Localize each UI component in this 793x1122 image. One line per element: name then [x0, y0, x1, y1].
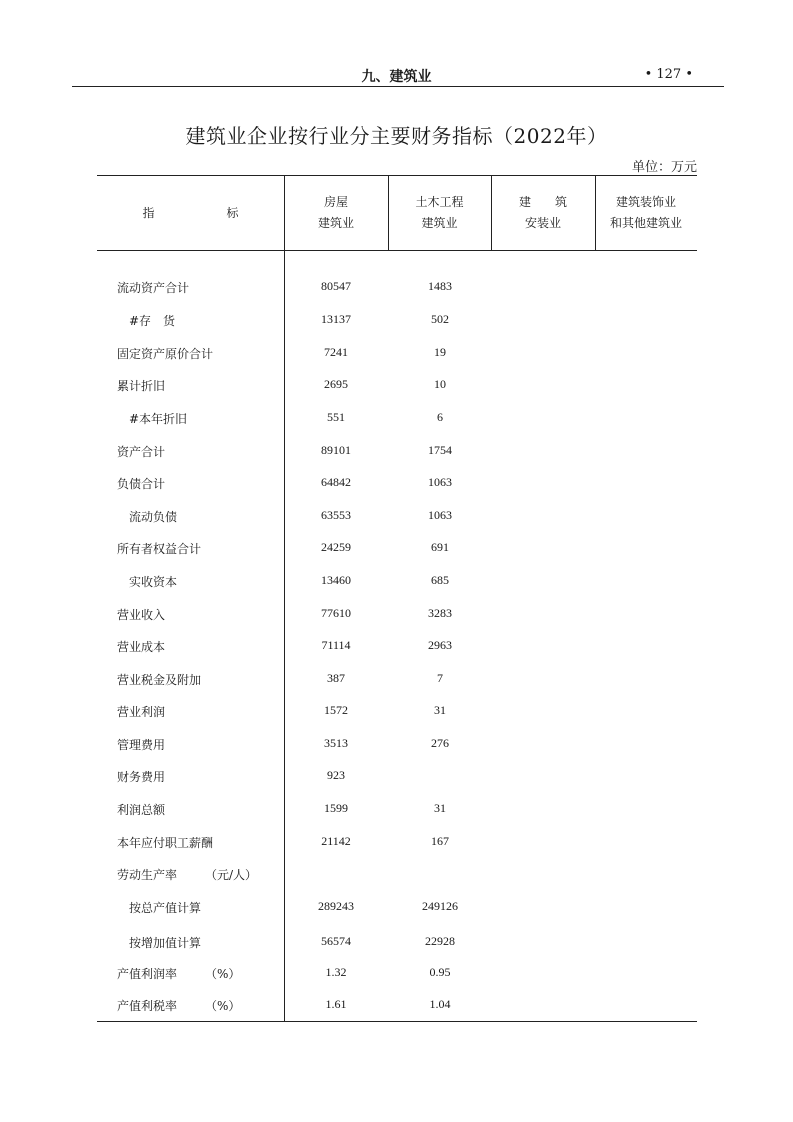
table-cell: 276: [431, 736, 449, 750]
table-cell: 1063: [428, 508, 452, 522]
row-label: 本年应付职工薪酬: [117, 836, 214, 850]
table-row: [97, 312, 697, 332]
table-cell: 2963: [428, 638, 452, 652]
column-header-line: 建筑业: [317, 216, 354, 230]
table-row: [97, 443, 697, 463]
table-cell: 56574: [321, 934, 351, 948]
table-cell: 64842: [321, 475, 351, 489]
row-label: 财务费用: [117, 770, 166, 784]
table-row: [97, 866, 697, 886]
column-header-indicator: [97, 203, 284, 247]
table-cell: 31: [434, 703, 446, 717]
row-label: 按总产值计算: [129, 901, 202, 915]
table-cell: 1063: [428, 475, 452, 489]
column-header-line: 土木工程: [415, 195, 464, 209]
table-row: [97, 801, 697, 821]
column-header-line: 建 筑: [518, 195, 567, 209]
table-row: [97, 965, 697, 985]
table-cell: 7241: [324, 345, 348, 359]
table-row: [97, 899, 697, 919]
column-header-housing: [284, 192, 388, 236]
table-cell: 89101: [321, 443, 351, 457]
section-header-title: 九、建筑业: [361, 69, 432, 85]
table-row: [97, 736, 697, 756]
row-label: 营业收入: [117, 608, 166, 622]
financial-indicators-table: [97, 175, 697, 1022]
table-cell: 289243: [318, 899, 354, 913]
row-label: #存 货: [129, 314, 176, 328]
table-cell: 19: [434, 345, 446, 359]
table-cell: 923: [327, 768, 345, 782]
row-label: 实收资本: [129, 575, 178, 589]
table-title: 建筑业企业按行业分主要财务指标（2022年）: [185, 124, 608, 148]
table-row: [97, 279, 697, 299]
row-label: 固定资产原价合计: [117, 347, 214, 361]
column-header-line: 建筑装饰业: [615, 195, 676, 209]
table-row: [97, 834, 697, 854]
table-cell: 31: [434, 801, 446, 815]
row-label: 营业成本: [117, 640, 166, 654]
table-cell: 1572: [324, 703, 348, 717]
table-cell: 1.32: [325, 965, 347, 979]
column-header-line: 建筑业: [421, 216, 458, 230]
table-cell: 502: [431, 312, 449, 326]
table-row: [97, 638, 697, 658]
table-cell: 80547: [321, 279, 351, 293]
table-row: [97, 540, 697, 560]
table-row: [97, 997, 697, 1017]
table-cell: 7: [437, 671, 443, 685]
row-label: 按增加值计算: [129, 936, 202, 950]
column-divider: [284, 176, 285, 1021]
unit-label: 单位：万元: [631, 160, 697, 175]
table-cell: 387: [327, 671, 345, 685]
column-header-line: 房屋: [323, 195, 348, 209]
table-cell: 6: [437, 410, 443, 424]
table-cell: 22928: [425, 934, 455, 948]
table-cell: 63553: [321, 508, 351, 522]
table-row: [97, 475, 697, 495]
row-label: 所有者权益合计: [117, 542, 202, 556]
row-label: 营业税金及附加: [117, 673, 202, 687]
row-label: 利润总额: [117, 803, 166, 817]
row-label: 流动负债: [129, 510, 178, 524]
row-label: 管理费用: [117, 738, 166, 752]
row-unit-note: （%）: [205, 999, 241, 1013]
column-header-line: 安装业: [524, 216, 561, 230]
table-cell: 1483: [428, 279, 452, 293]
table-row: [97, 934, 697, 954]
row-label: 流动资产合计: [117, 281, 190, 295]
column-header-installation: [491, 192, 595, 236]
table-row: [97, 703, 697, 723]
table-cell: 13460: [321, 573, 351, 587]
column-header-decoration: [595, 192, 697, 236]
table-cell: 21142: [321, 834, 351, 848]
column-header-line: 和其他建筑业: [609, 216, 682, 230]
table-cell: 24259: [321, 540, 351, 554]
table-cell: 0.95: [429, 965, 451, 979]
row-label: 产值利润率: [117, 967, 178, 981]
table-cell: 3513: [324, 736, 348, 750]
table-row: [97, 410, 697, 430]
column-header-civil: [388, 192, 491, 236]
table-cell: 71114: [321, 638, 351, 652]
row-label: 累计折旧: [117, 379, 166, 393]
table-cell: 167: [431, 834, 449, 848]
row-label: 营业利润: [117, 705, 166, 719]
table-cell: 249126: [422, 899, 458, 913]
table-cell: 691: [431, 540, 449, 554]
table-row: [97, 508, 697, 528]
header-divider: [97, 250, 697, 251]
table-row: [97, 377, 697, 397]
row-label: #本年折旧: [129, 412, 188, 426]
row-unit-note: （%）: [205, 967, 241, 981]
table-cell: 551: [327, 410, 345, 424]
row-label: 资产合计: [117, 445, 166, 459]
table-cell: 10: [434, 377, 446, 391]
table-cell: 77610: [321, 606, 351, 620]
table-row: [97, 671, 697, 691]
table-cell: 1.04: [429, 997, 451, 1011]
row-unit-note: （元/人）: [205, 868, 258, 882]
table-row: [97, 573, 697, 593]
row-label: 产值利税率: [117, 999, 178, 1013]
table-cell: 3283: [428, 606, 452, 620]
page-number: • 127 •: [644, 67, 693, 82]
table-cell: 1599: [324, 801, 348, 815]
table-row: [97, 606, 697, 626]
column-header-label: 指 标: [142, 206, 239, 220]
table-cell: 1754: [428, 443, 452, 457]
table-row: [97, 768, 697, 788]
table-cell: 13137: [321, 312, 351, 326]
table-cell: 1.61: [325, 997, 347, 1011]
header-rule: [72, 86, 724, 87]
table-cell: 685: [431, 573, 449, 587]
row-label: 劳动生产率: [117, 868, 178, 882]
table-cell: 2695: [324, 377, 348, 391]
table-row: [97, 345, 697, 365]
row-label: 负债合计: [117, 477, 166, 491]
